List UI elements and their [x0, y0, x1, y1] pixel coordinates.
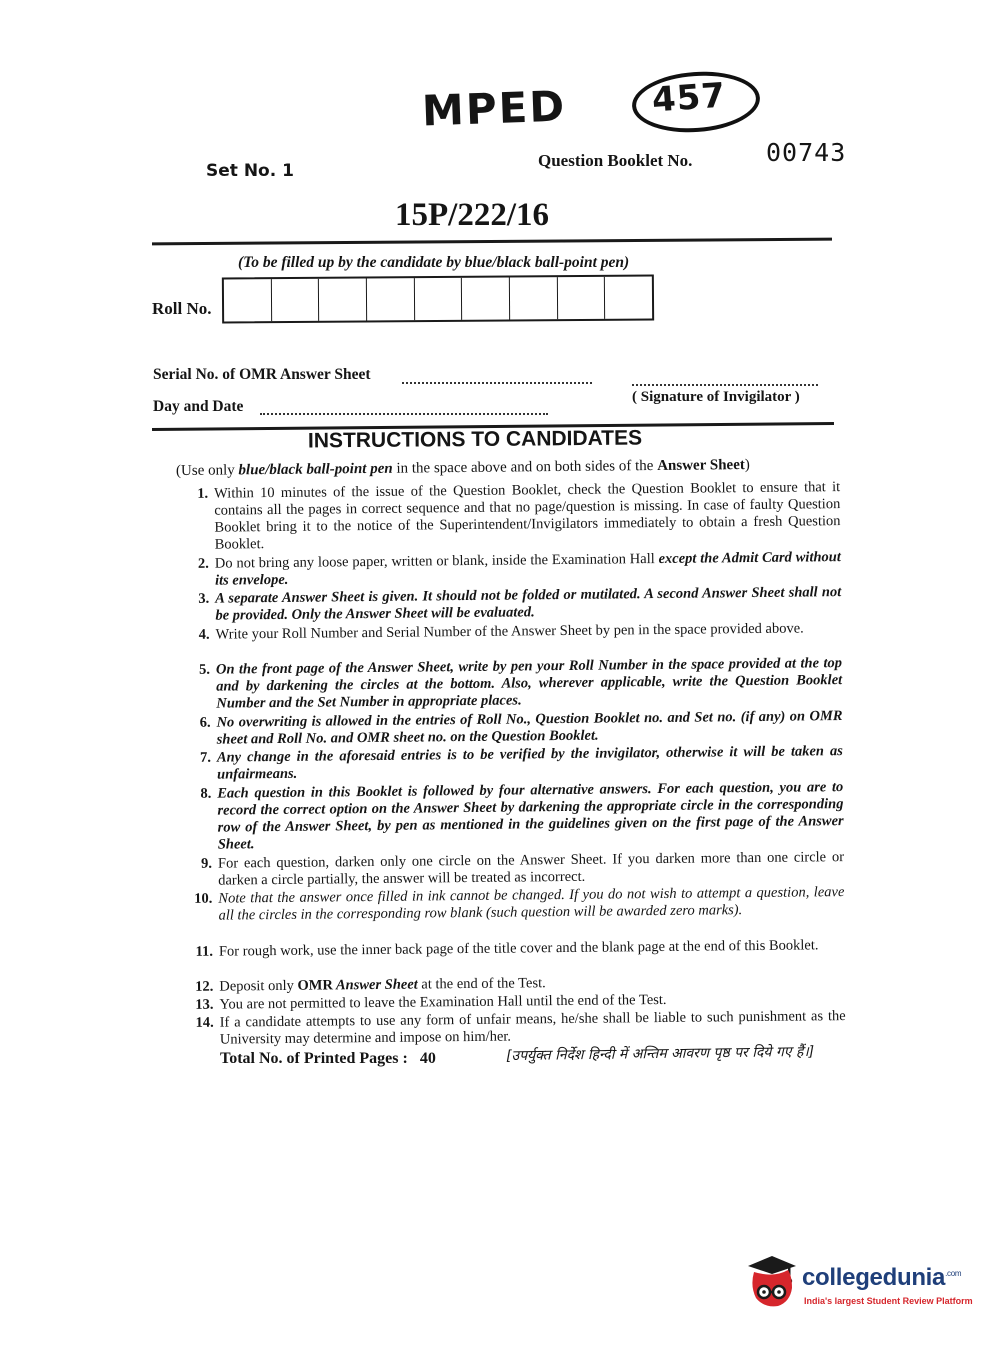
printed-pages-label: Total No. of Printed Pages : — [220, 1050, 408, 1067]
list-item: 8. Each question in this Booklet is followed by four alternative answers. For each question, you are to record the correct option on the Answer Sheet by darkening the appropriate circle in the corresponding row of the Answer Sheet, by pen as mentioned in the guidelines given on the first page of the Answer Sheet. — [200, 779, 844, 853]
list-item: 1. Within 10 minutes of the issue of the Question Booklet, check the Question Booklet to ensure that it contains all the pages in correct sequence and that no page/question is missing. In case of faulty Question Booklet bring it to the notice of the Superintendent/Invigilators immediately to obtain a fresh Question Booklet. — [197, 479, 841, 553]
instructions-heading: INSTRUCTIONS TO CANDIDATES — [307, 426, 643, 453]
handwritten-circled-number: 457 — [650, 75, 728, 121]
booklet-label: Question Booklet No. — [538, 151, 693, 170]
list-item: 13. You are not permitted to leave the Examination Hall until the end of the Test. — [195, 991, 667, 1013]
list-item: 14. If a candidate attempts to use any form of unfair means, he/she shall be liable to such punishment as the University may determine and impose on him/her. — [195, 1008, 846, 1048]
printed-pages-value: 40 — [419, 1050, 436, 1067]
list-item: 7. Any change in the aforesaid entries is to be verified by the invigilator, otherwise it will be taken as unfairmeans. — [199, 743, 843, 783]
list-item: 2. Do not bring any loose paper, written or blank, inside the Examination Hall except the Admit Card without its envelope. — [197, 549, 841, 589]
signature-label: ( Signature of Invigilator ) — [632, 389, 800, 405]
logo-tagline: India's largest Student Review Platform — [804, 1296, 973, 1306]
list-item: 4. Write your Roll Number and Serial Number of the Answer Sheet by pen in the space provided above. — [198, 620, 804, 643]
logo-wordmark: collegedunia$^{.com}$ — [802, 1264, 962, 1291]
list-item: 11. For rough work, use the inner back page of the title cover and the blank page at the end of this Booklet. — [195, 937, 819, 960]
serial-omr-label: Serial No. of OMR Answer Sheet — [153, 366, 371, 383]
list-item: 12. Deposit only OMR Answer Sheet at the end of the Test. — [195, 975, 546, 995]
list-item: 6. No overwriting is allowed in the entries of Roll No., Question Booklet no. and Set no. (if any) on OMR sheet and Roll No. and OMR sheet no. on the Question Booklet. — [199, 708, 843, 748]
set-number: Set No. 1 — [206, 161, 294, 181]
handwritten-code: MPED — [421, 81, 567, 136]
fill-note: (To be filled up by the candidate by blue/black ball-point pen) — [238, 254, 630, 271]
instructions-intro: (Use only blue/black ball-point pen in the space above and on both sides of the Answer Sheet) — [175, 456, 750, 480]
mascot-icon — [744, 1252, 800, 1310]
paper-code: 15P/222/16 — [395, 197, 549, 233]
list-item: 10. Note that the answer once filled in ink cannot be changed. If you do not wish to attempt a question, leave all the circles in the corresponding row blank (such question will be awarded zero marks). — [194, 884, 845, 924]
collegedunia-logo — [744, 1252, 974, 1312]
printed-pages — [220, 1050, 436, 1068]
list-item: 9. For each question, darken only one circle on the Answer Sheet. If you darken more than one circle or darken a circle partially, the answer will be treated as incorrect. — [201, 849, 845, 889]
hindi-note: [उपर्युक्त निर्देश हिन्दी में अन्तिम आवरण पृष्ठ पर दिये गए हैं।] — [505, 1043, 815, 1065]
booklet-number: 00743 — [766, 138, 847, 167]
list-item: 3. A separate Answer Sheet is given. It should not be folded or mutilated. A second Answer Sheet shall not be provided. Only the Answer Sheet will be evaluated. — [198, 584, 842, 624]
list-item: 5. On the front page of the Answer Sheet, write by pen your Roll Number in the space provided at the top and by darkening the circles at the bottom. Also, wherever applicable, write the Question Booklet Number and the Set Number in appropriate places. — [199, 655, 843, 712]
roll-label: Roll No. — [152, 299, 212, 318]
day-date-label: Day and Date — [153, 398, 244, 415]
